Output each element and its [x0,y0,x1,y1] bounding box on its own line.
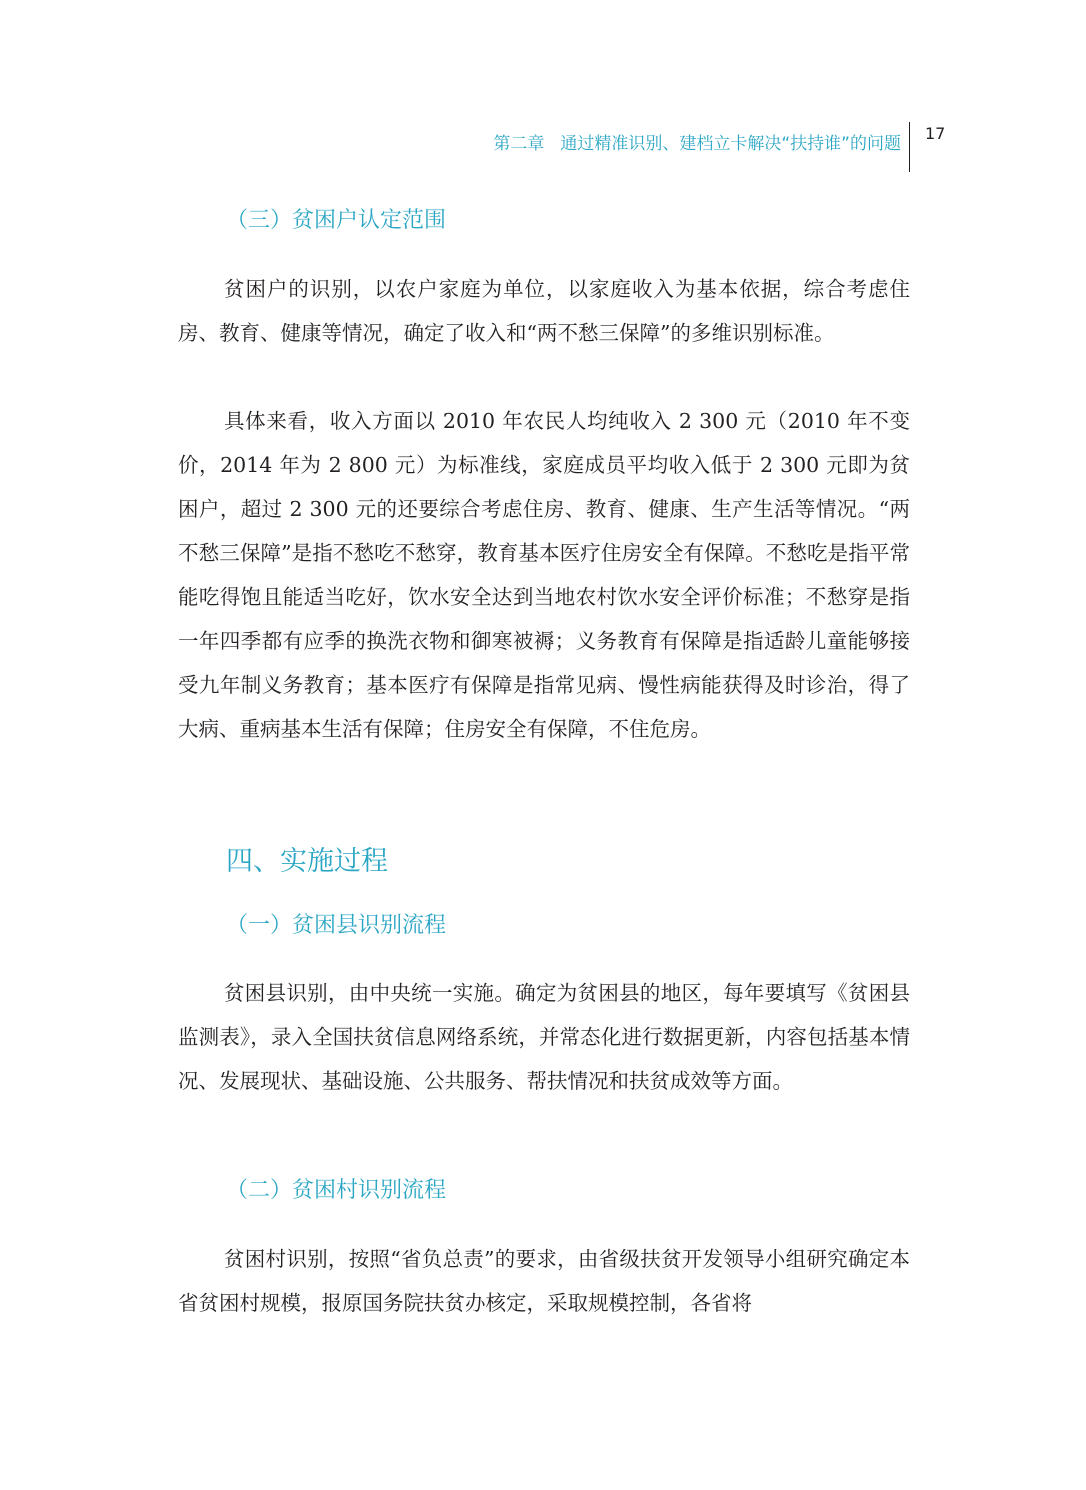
section-heading-poor-county-process: （一）贫困县识别流程 [226,913,447,938]
header-title [493,122,909,153]
page-number: 17 [925,124,946,143]
header-divider [909,122,910,172]
paragraph: 贫困户的识别，以农户家庭为单位，以家庭收入为基本依据，综合考虑住房、教育、健康等情况，确定了收入和“两不愁三保障”的多维识别标准。 [178,277,910,345]
section-heading-poor-household-scope: （三）贫困户认定范围 [226,208,447,233]
section-heading-poor-village-process: （二）贫困村识别流程 [226,1178,447,1203]
section-heading-implementation: 四、实施过程 [226,846,388,877]
paragraph: 贫困县识别，由中央统一实施。确定为贫困县的地区，每年要填写《贫困县监测表》，录入全国扶贫信息网络系统，并常态化进行数据更新，内容包括基本情况、发展现状、基础设施、公共服务、帮扶情况和扶贫成效等方面。 [178,981,910,1093]
header-chapter: 第二章 [493,134,545,154]
paragraph: 贫困村识别，按照“省负总责”的要求，由省级扶贫开发领导小组研究确定本省贫困村规模，报原国务院扶贫办核定，采取规模控制，各省将 [178,1247,910,1315]
running-header [493,122,910,174]
header-chapter-title: 通过精准识别、建档立卡解决“扶持谁”的问题 [560,134,901,154]
paragraph: 具体来看，收入方面以 2010 年农民人均纯收入 2 300 元（2010 年不变价，2014 年为 2 800 元）为标准线，家庭成员平均收入低于 2 300 元即为贫困户，超过 2 300 元的还要综合考虑住房、教育、健康、生产生活等情况。“两不愁三保障”是指不愁吃不愁穿，教育基本医疗住房安全有保障。不愁吃是指平常能吃得饱且能适当吃好，饮水安全达到当地农村饮水安全评价标准；不愁穿是指一年四季都有应季的换洗衣物和御寒被褥；义务教育有保障是指适龄儿童能够接受九年制义务教育；基本医疗有保障是指常见病、慢性病能获得及时诊治，得了大病、重病基本生活有保障；住房安全有保障，不住危房。 [178,409,910,741]
